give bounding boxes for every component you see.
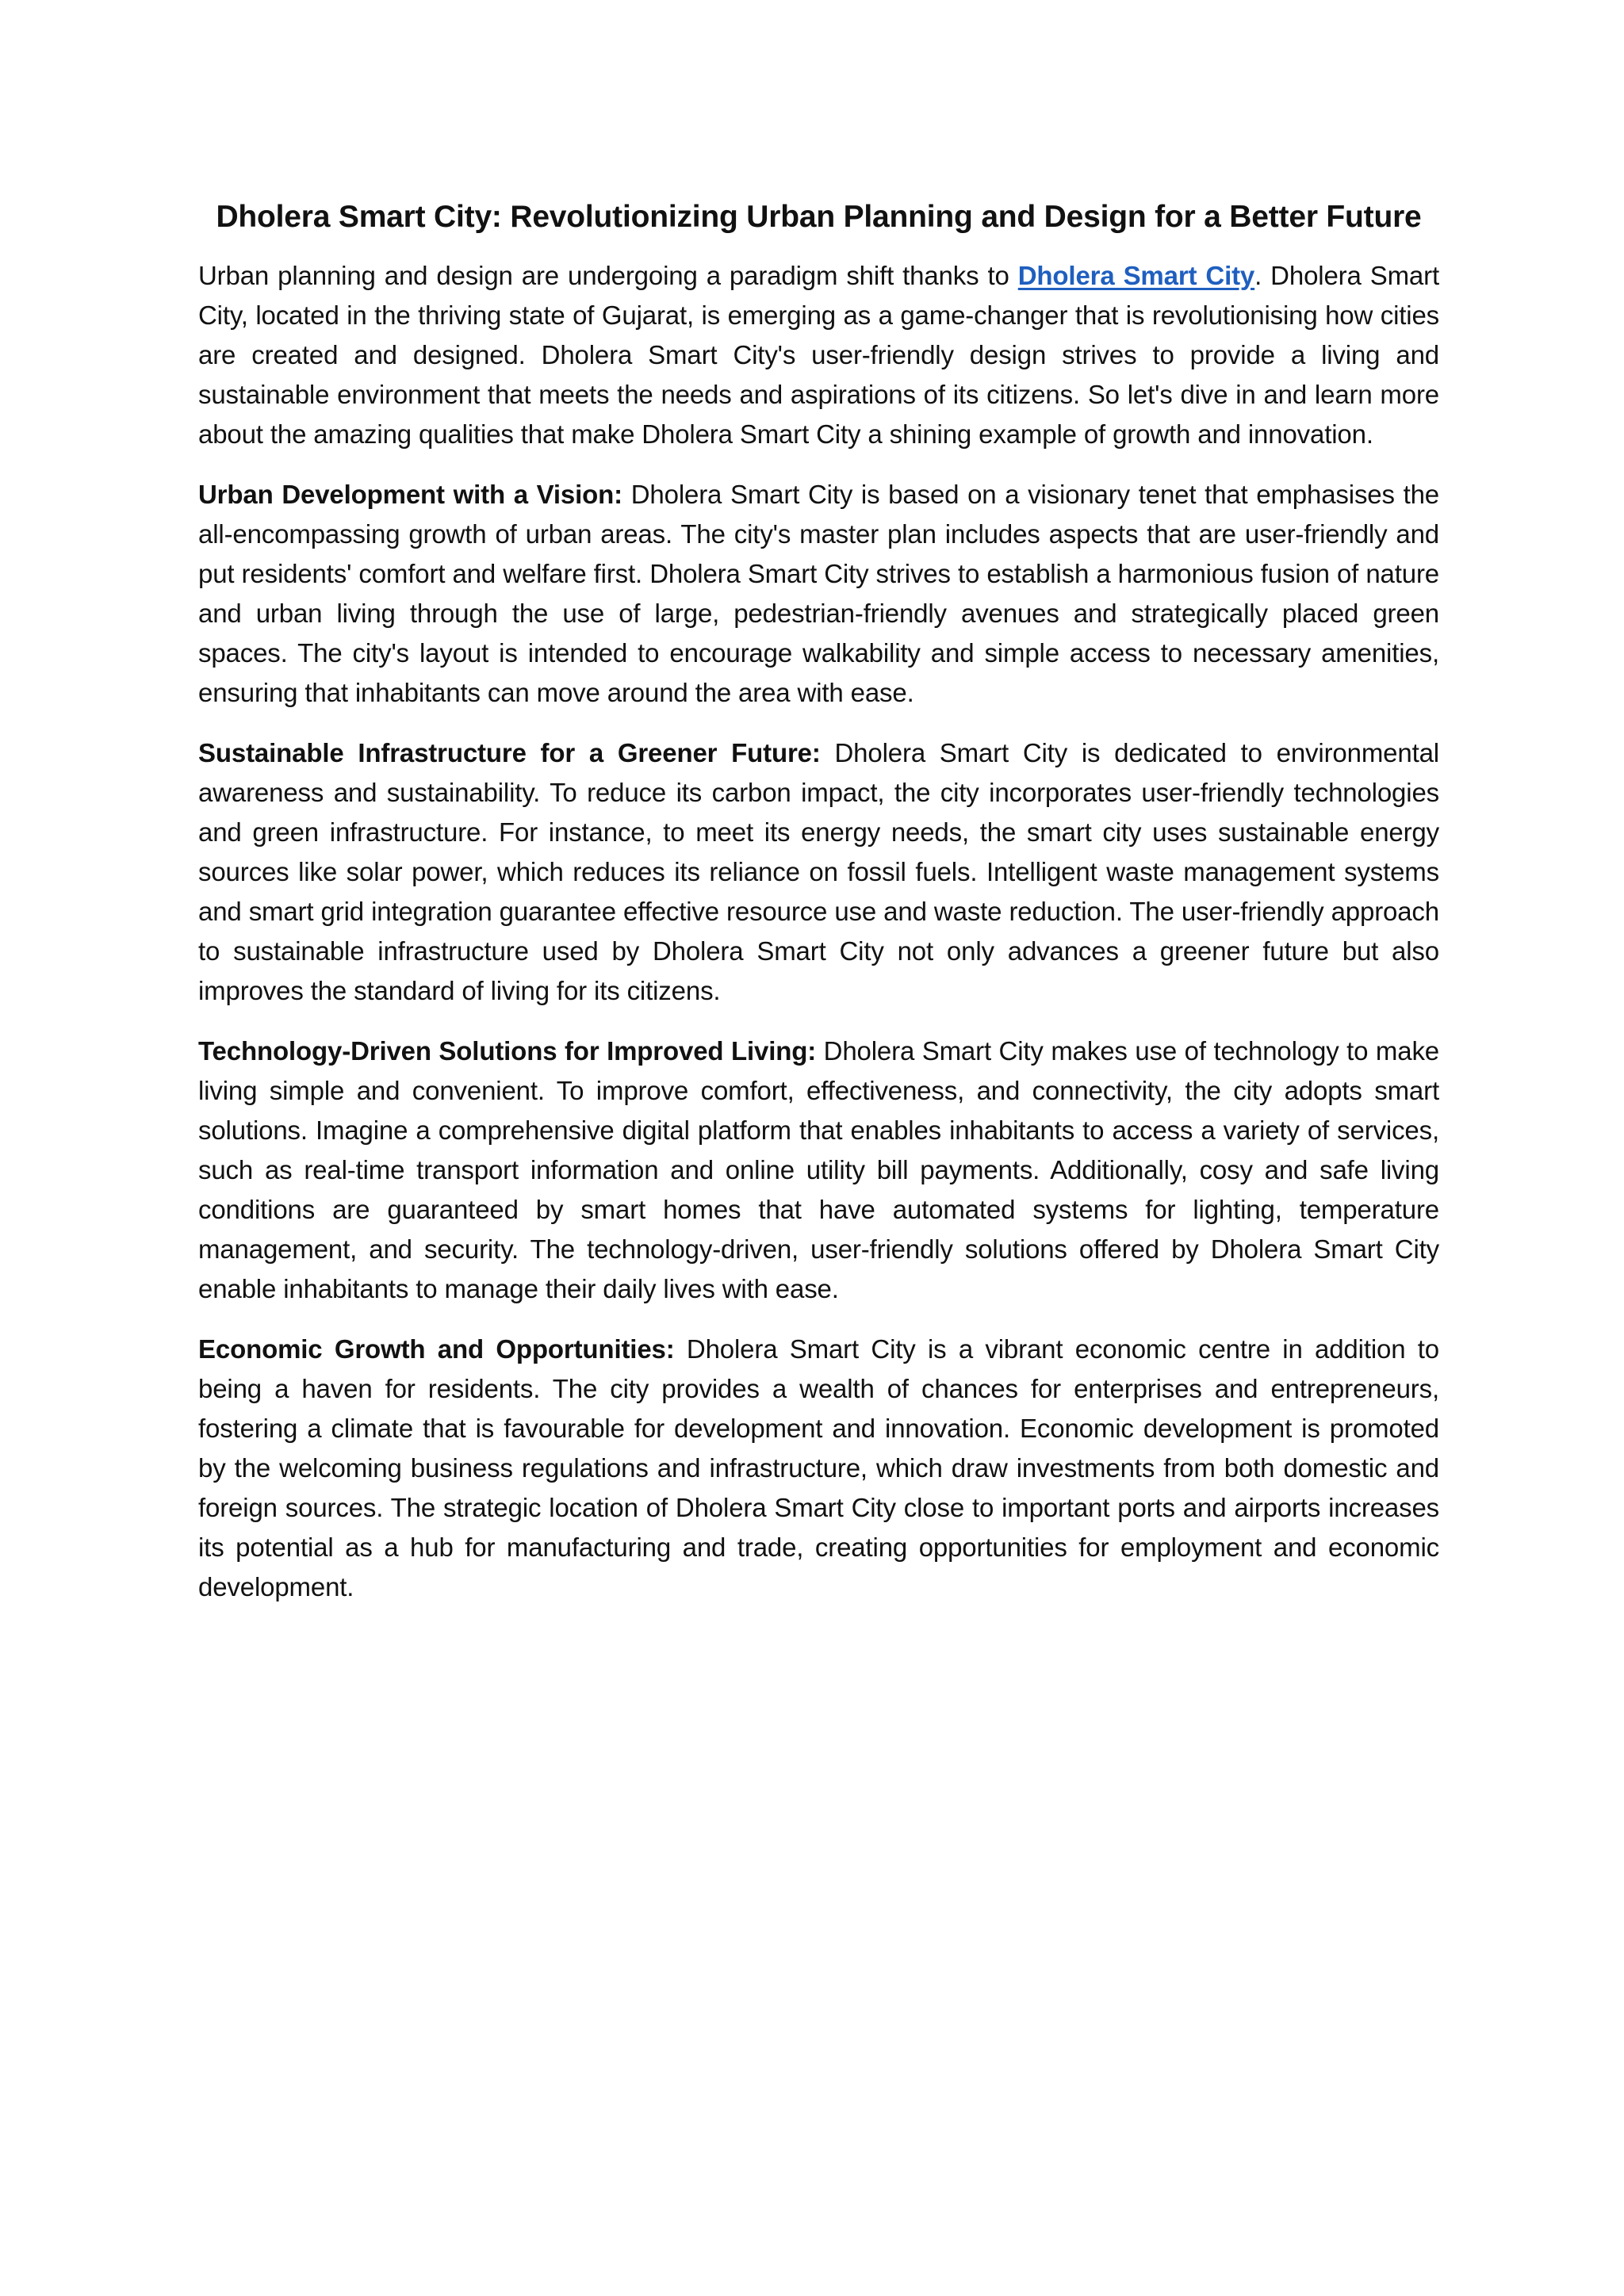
- dholera-smart-city-link[interactable]: Dholera Smart City: [1017, 260, 1255, 290]
- intro-paragraph: [198, 256, 1439, 454]
- section-body: Dholera Smart City is a vibrant economic centre in addition to being a haven for residents. The city provides a wealth of chances for enterprises and entrepreneurs, fostering a climate that is favourable for development and innovation. Economic development is promoted by the welcoming business regulations and infrastructure, which draw investments from both domestic and foreign sources. The strategic location of Dholera Smart City close to important ports and airports increases its potential as a hub for manufacturing and trade, creating opportunities for employment and economic development.: [198, 1334, 1439, 1601]
- section-economic-growth: [198, 1330, 1439, 1607]
- document-title: Dholera Smart City: Revolutionizing Urban Planning and Design for a Better Future: [216, 200, 1422, 234]
- intro-text-after-link: . Dholera Smart City, located in the thriving state of Gujarat, is emerging as a game-changer that is revolutionising how cities are created and designed. Dholera Smart City's user-friendly design strives to provide a living and sustainable environment that meets the needs and aspirations of its citizens. So let's dive in and learn more about the amazing qualities that make Dholera Smart City a shining example of growth and innovation.: [198, 260, 1439, 449]
- section-body: Dholera Smart City is dedicated to environmental awareness and sustainability. To reduce its carbon impact, the city incorporates user-friendly technologies and green infrastructure. For instance, to meet its energy needs, the smart city uses sustainable energy sources like solar power, which reduces its reliance on fossil fuels. Intelligent waste management systems and smart grid integration guarantee effective resource use and waste reduction. The user-friendly approach to sustainable infrastructure used by Dholera Smart City not only advances a greener future but also improves the standard of living for its citizens.: [198, 737, 1439, 1005]
- section-heading: Economic Growth and Opportunities:: [198, 1334, 675, 1364]
- section-urban-development: [198, 475, 1439, 713]
- section-technology-solutions: [198, 1031, 1439, 1309]
- document-body: [198, 198, 1439, 1628]
- section-heading: Sustainable Infrastructure for a Greener Future:: [198, 737, 821, 767]
- section-body: Dholera Smart City makes use of technology to make living simple and convenient. To improve comfort, effectiveness, and connectivity, the city adopts smart solutions. Imagine a comprehensive digital platform that enables inhabitants to access a variety of services, such as real-time transport information and online utility bill payments. Additionally, cosy and safe living conditions are guaranteed by smart homes that have automated systems for lighting, temperature management, and security. The technology-driven, user-friendly solutions offered by Dholera Smart City enable inhabitants to manage their daily lives with ease.: [198, 1035, 1440, 1303]
- section-sustainable-infrastructure: [198, 733, 1439, 1011]
- intro-text-before-link: Urban planning and design are undergoing a paradigm shift thanks to: [198, 260, 1018, 290]
- section-body: Dholera Smart City is based on a visionary tenet that emphasises the all-encompassing growth of urban areas. The city's master plan includes aspects that are user-friendly and put residents' comfort and welfare first. Dholera Smart City strives to establish a harmonious fusion of nature and urban living through the use of large, pedestrian-friendly avenues and strategically placed green spaces. The city's layout is intended to encourage walkability and simple access to necessary amenities, ensuring that inhabitants can move around the area with ease.: [198, 479, 1439, 707]
- section-heading: Technology-Driven Solutions for Improved Living:: [198, 1035, 817, 1066]
- section-heading: Urban Development with a Vision:: [198, 479, 623, 509]
